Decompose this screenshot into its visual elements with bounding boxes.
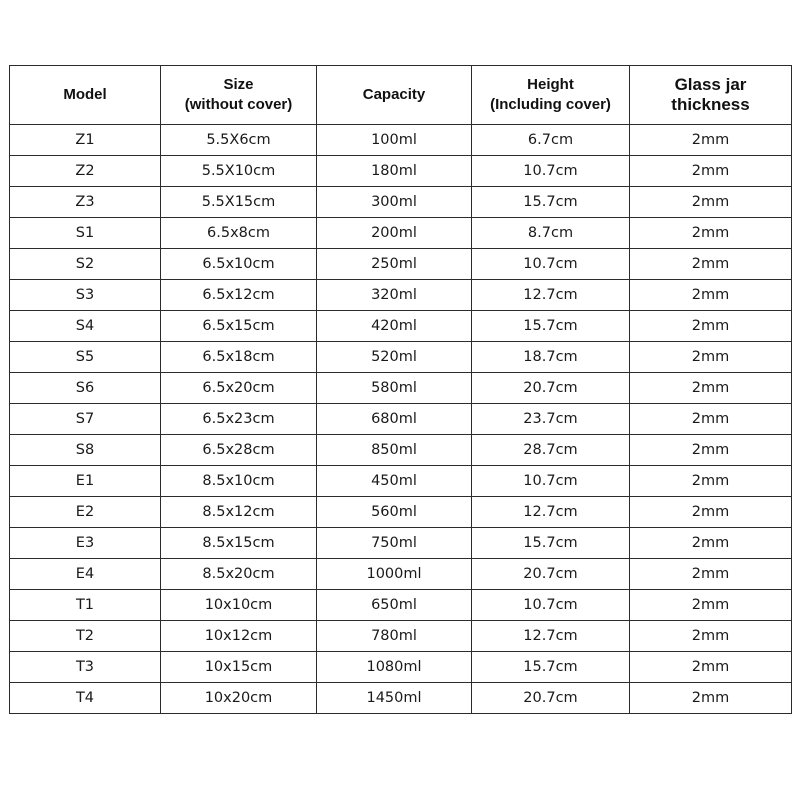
table-row xyxy=(10,249,792,280)
cell-capacity: 250ml xyxy=(317,249,472,280)
cell-height: 12.7cm xyxy=(472,280,630,311)
table-row xyxy=(10,125,792,156)
cell-height: 6.7cm xyxy=(472,125,630,156)
cell-size: 6.5x18cm xyxy=(161,342,317,373)
cell-model: S8 xyxy=(10,435,161,466)
cell-model: S1 xyxy=(10,218,161,249)
cell-thickness: 2mm xyxy=(630,466,792,497)
cell-model: S6 xyxy=(10,373,161,404)
cell-capacity: 650ml xyxy=(317,590,472,621)
cell-height: 10.7cm xyxy=(472,156,630,187)
table-row xyxy=(10,435,792,466)
table-row xyxy=(10,342,792,373)
cell-thickness: 2mm xyxy=(630,683,792,714)
cell-height: 10.7cm xyxy=(472,466,630,497)
header-height: Height (Including cover) xyxy=(472,66,630,125)
cell-size: 5.5X10cm xyxy=(161,156,317,187)
cell-size: 6.5x28cm xyxy=(161,435,317,466)
cell-model: S2 xyxy=(10,249,161,280)
cell-model: E4 xyxy=(10,559,161,590)
cell-capacity: 200ml xyxy=(317,218,472,249)
cell-size: 6.5x23cm xyxy=(161,404,317,435)
cell-capacity: 780ml xyxy=(317,621,472,652)
cell-height: 20.7cm xyxy=(472,683,630,714)
cell-height: 23.7cm xyxy=(472,404,630,435)
table-row xyxy=(10,652,792,683)
cell-size: 6.5x10cm xyxy=(161,249,317,280)
cell-model: Z1 xyxy=(10,125,161,156)
cell-size: 8.5x20cm xyxy=(161,559,317,590)
cell-height: 12.7cm xyxy=(472,497,630,528)
table-row xyxy=(10,590,792,621)
table-row xyxy=(10,683,792,714)
cell-capacity: 180ml xyxy=(317,156,472,187)
cell-size: 10x15cm xyxy=(161,652,317,683)
table-row xyxy=(10,311,792,342)
cell-model: E2 xyxy=(10,497,161,528)
cell-capacity: 420ml xyxy=(317,311,472,342)
table-row xyxy=(10,528,792,559)
cell-size: 10x10cm xyxy=(161,590,317,621)
cell-capacity: 850ml xyxy=(317,435,472,466)
cell-model: E1 xyxy=(10,466,161,497)
cell-capacity: 1080ml xyxy=(317,652,472,683)
cell-thickness: 2mm xyxy=(630,342,792,373)
table-row xyxy=(10,497,792,528)
table-row xyxy=(10,559,792,590)
table-body xyxy=(10,125,792,714)
cell-thickness: 2mm xyxy=(630,497,792,528)
cell-model: S4 xyxy=(10,311,161,342)
cell-thickness: 2mm xyxy=(630,218,792,249)
cell-size: 8.5x15cm xyxy=(161,528,317,559)
cell-size: 6.5x8cm xyxy=(161,218,317,249)
cell-height: 15.7cm xyxy=(472,187,630,218)
cell-height: 20.7cm xyxy=(472,559,630,590)
cell-capacity: 680ml xyxy=(317,404,472,435)
cell-thickness: 2mm xyxy=(630,528,792,559)
cell-thickness: 2mm xyxy=(630,156,792,187)
cell-capacity: 100ml xyxy=(317,125,472,156)
cell-thickness: 2mm xyxy=(630,404,792,435)
table-row xyxy=(10,218,792,249)
table-header xyxy=(10,66,792,125)
cell-model: S3 xyxy=(10,280,161,311)
cell-capacity: 750ml xyxy=(317,528,472,559)
cell-model: Z3 xyxy=(10,187,161,218)
cell-height: 15.7cm xyxy=(472,652,630,683)
table-row xyxy=(10,280,792,311)
cell-height: 15.7cm xyxy=(472,311,630,342)
cell-model: S7 xyxy=(10,404,161,435)
cell-height: 28.7cm xyxy=(472,435,630,466)
cell-size: 5.5X6cm xyxy=(161,125,317,156)
cell-model: T1 xyxy=(10,590,161,621)
cell-thickness: 2mm xyxy=(630,280,792,311)
cell-thickness: 2mm xyxy=(630,187,792,218)
cell-capacity: 300ml xyxy=(317,187,472,218)
cell-thickness: 2mm xyxy=(630,373,792,404)
cell-height: 12.7cm xyxy=(472,621,630,652)
cell-thickness: 2mm xyxy=(630,125,792,156)
table-row xyxy=(10,187,792,218)
cell-thickness: 2mm xyxy=(630,559,792,590)
table-row xyxy=(10,373,792,404)
cell-model: T3 xyxy=(10,652,161,683)
cell-height: 10.7cm xyxy=(472,249,630,280)
cell-thickness: 2mm xyxy=(630,590,792,621)
cell-capacity: 450ml xyxy=(317,466,472,497)
cell-thickness: 2mm xyxy=(630,621,792,652)
cell-size: 6.5x12cm xyxy=(161,280,317,311)
cell-capacity: 580ml xyxy=(317,373,472,404)
cell-thickness: 2mm xyxy=(630,652,792,683)
cell-model: E3 xyxy=(10,528,161,559)
table-row xyxy=(10,156,792,187)
table-row xyxy=(10,466,792,497)
cell-thickness: 2mm xyxy=(630,249,792,280)
cell-height: 20.7cm xyxy=(472,373,630,404)
header-thickness: Glass jar thickness xyxy=(630,66,792,125)
cell-size: 10x12cm xyxy=(161,621,317,652)
cell-size: 8.5x12cm xyxy=(161,497,317,528)
cell-size: 6.5x15cm xyxy=(161,311,317,342)
cell-size: 6.5x20cm xyxy=(161,373,317,404)
header-row xyxy=(10,66,792,125)
cell-model: Z2 xyxy=(10,156,161,187)
cell-capacity: 520ml xyxy=(317,342,472,373)
cell-size: 8.5x10cm xyxy=(161,466,317,497)
cell-capacity: 1000ml xyxy=(317,559,472,590)
cell-size: 10x20cm xyxy=(161,683,317,714)
table-row xyxy=(10,621,792,652)
cell-height: 10.7cm xyxy=(472,590,630,621)
cell-height: 15.7cm xyxy=(472,528,630,559)
cell-capacity: 320ml xyxy=(317,280,472,311)
table-row xyxy=(10,404,792,435)
header-model: Model xyxy=(10,66,161,125)
cell-size: 5.5X15cm xyxy=(161,187,317,218)
cell-capacity: 1450ml xyxy=(317,683,472,714)
spec-table xyxy=(9,65,792,714)
cell-height: 18.7cm xyxy=(472,342,630,373)
cell-thickness: 2mm xyxy=(630,311,792,342)
cell-capacity: 560ml xyxy=(317,497,472,528)
cell-height: 8.7cm xyxy=(472,218,630,249)
header-capacity: Capacity xyxy=(317,66,472,125)
cell-model: S5 xyxy=(10,342,161,373)
cell-model: T4 xyxy=(10,683,161,714)
header-size: Size (without cover) xyxy=(161,66,317,125)
cell-model: T2 xyxy=(10,621,161,652)
cell-thickness: 2mm xyxy=(630,435,792,466)
